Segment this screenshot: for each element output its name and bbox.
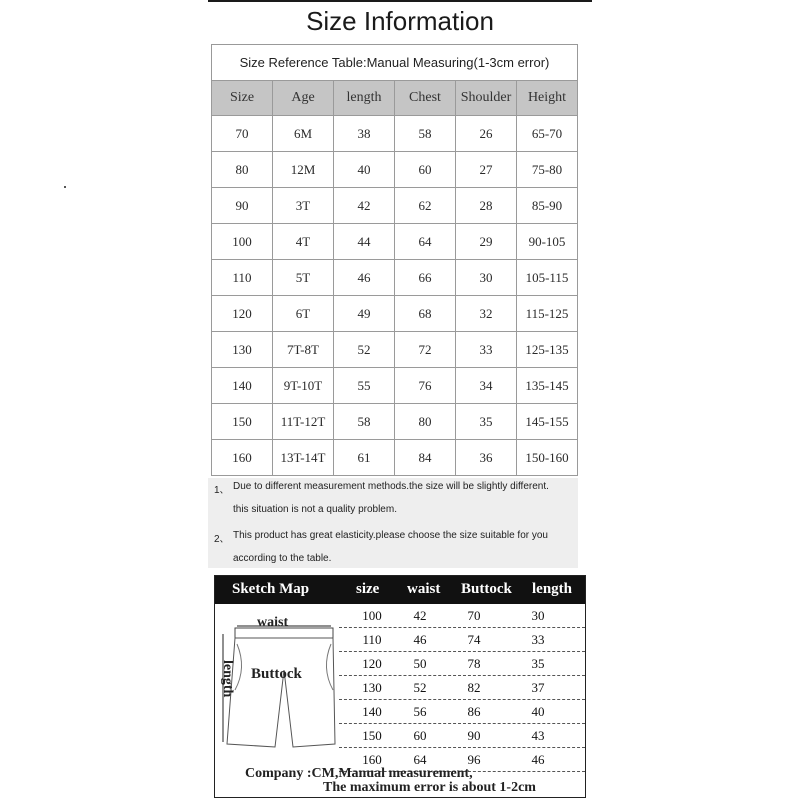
sketch-cell-size: 150 <box>362 728 382 743</box>
table-cell-length: 38 <box>334 116 395 152</box>
shorts-diagram <box>215 604 339 766</box>
sketch-cell-waist: 50 <box>413 656 427 671</box>
table-cell-length: 52 <box>334 332 395 368</box>
table-cell-length: 61 <box>334 440 395 476</box>
table-cell-chest: 84 <box>395 440 456 476</box>
right-pocket-line <box>326 644 333 690</box>
table-cell-age: 12M <box>273 152 334 188</box>
table-cell-length: 40 <box>334 152 395 188</box>
table-cell-age: 11T-12T <box>273 404 334 440</box>
table-row <box>212 404 578 440</box>
table-cell-height: 90-105 <box>517 224 578 260</box>
sketch-cell-length: 33 <box>531 632 545 647</box>
table-cell-size: 100 <box>212 224 273 260</box>
table-cell-chest: 76 <box>395 368 456 404</box>
sketch-cell-size: 140 <box>362 704 382 719</box>
sketch-cell-length: 46 <box>531 752 545 767</box>
table-row <box>212 188 578 224</box>
sketch-map-table <box>214 575 586 798</box>
table-row <box>212 224 578 260</box>
footer-line-2: The maximum error is about 1-2cm <box>323 780 536 795</box>
table-cell-chest: 72 <box>395 332 456 368</box>
table-row <box>212 296 578 332</box>
table-cell-height: 135-145 <box>517 368 578 404</box>
table-cell-size: 130 <box>212 332 273 368</box>
table-cell-length: 44 <box>334 224 395 260</box>
table-cell-chest: 64 <box>395 224 456 260</box>
table-row <box>212 368 578 404</box>
table-cell-height: 115-125 <box>517 296 578 332</box>
table-cell-length: 55 <box>334 368 395 404</box>
table-row <box>212 260 578 296</box>
sketch-cell-size: 100 <box>362 608 382 623</box>
shorts-sketch-icon <box>215 604 339 766</box>
table-cell-size: 150 <box>212 404 273 440</box>
size-reference-table <box>211 44 578 476</box>
table-header-row <box>212 81 578 116</box>
note-2-line-2: according to the table. <box>233 553 332 564</box>
table-cell-height: 85-90 <box>517 188 578 224</box>
table-cell-age: 13T-14T <box>273 440 334 476</box>
table-cell-age: 9T-10T <box>273 368 334 404</box>
sketch-cell-buttock: 70 <box>467 608 481 623</box>
header-height: Height <box>517 81 578 116</box>
table-cell-age: 6T <box>273 296 334 332</box>
table-cell-chest: 58 <box>395 116 456 152</box>
footer-line-1: Company :CM,Manual measurement, <box>245 766 473 781</box>
table-cell-chest: 66 <box>395 260 456 296</box>
table-cell-shoulder: 30 <box>456 260 517 296</box>
sketch-cell-waist: 52 <box>413 680 427 695</box>
sketch-header-map: Sketch Map <box>232 581 310 597</box>
table-cell-age: 4T <box>273 224 334 260</box>
note-1-line-1: Due to different measurement methods.the size will be slightly different. <box>233 481 549 492</box>
table-cell-height: 145-155 <box>517 404 578 440</box>
table-cell-shoulder: 35 <box>456 404 517 440</box>
sketch-cell-length: 37 <box>531 680 545 695</box>
sketch-footer <box>215 764 585 797</box>
table-cell-length: 42 <box>334 188 395 224</box>
length-label: length <box>220 660 235 698</box>
sketch-cell-waist: 60 <box>413 728 427 743</box>
table-cell-height: 65-70 <box>517 116 578 152</box>
note-2-number: 2、 <box>214 534 230 545</box>
size-table <box>211 80 578 476</box>
sketch-cell-buttock: 74 <box>467 632 481 647</box>
table-cell-size: 110 <box>212 260 273 296</box>
sketch-cell-length: 43 <box>531 728 545 743</box>
table-cell-age: 6M <box>273 116 334 152</box>
table-cell-length: 49 <box>334 296 395 332</box>
table-cell-shoulder: 36 <box>456 440 517 476</box>
sketch-row <box>339 652 585 676</box>
sketch-cell-length: 35 <box>531 656 545 671</box>
sketch-cell-length: 40 <box>531 704 545 719</box>
sketch-cell-size: 160 <box>362 752 382 767</box>
table-row <box>212 152 578 188</box>
table-cell-shoulder: 27 <box>456 152 517 188</box>
note-2-line-1: This product has great elasticity.please choose the size suitable for you <box>233 530 548 541</box>
table-cell-height: 125-135 <box>517 332 578 368</box>
table-cell-chest: 80 <box>395 404 456 440</box>
header-shoulder: Shoulder <box>456 81 517 116</box>
table-cell-size: 70 <box>212 116 273 152</box>
sketch-cell-length: 30 <box>531 608 545 623</box>
header-length: length <box>334 81 395 116</box>
table-cell-length: 46 <box>334 260 395 296</box>
sketch-rows <box>339 604 585 772</box>
table-cell-age: 5T <box>273 260 334 296</box>
table-cell-age: 3T <box>273 188 334 224</box>
sketch-header-buttock: Buttock <box>461 581 512 597</box>
buttock-label: Buttock <box>251 666 302 682</box>
sketch-cell-size: 110 <box>362 632 382 647</box>
page-title: Size Information <box>306 6 494 36</box>
table-cell-shoulder: 26 <box>456 116 517 152</box>
waist-label: waist <box>257 615 289 630</box>
sketch-row <box>339 604 585 628</box>
note-1-line-2: this situation is not a quality problem. <box>233 504 397 515</box>
table-cell-size: 160 <box>212 440 273 476</box>
table-cell-height: 150-160 <box>517 440 578 476</box>
table-cell-shoulder: 32 <box>456 296 517 332</box>
table-cell-height: 105-115 <box>517 260 578 296</box>
note-1-number: 1、 <box>214 485 230 496</box>
sketch-cell-size: 130 <box>362 680 382 695</box>
table-cell-length: 58 <box>334 404 395 440</box>
sketch-header <box>215 576 585 604</box>
table-cell-age: 7T-8T <box>273 332 334 368</box>
sketch-cell-size: 120 <box>362 656 382 671</box>
table-cell-shoulder: 33 <box>456 332 517 368</box>
stray-dot <box>64 186 66 188</box>
table-cell-chest: 68 <box>395 296 456 332</box>
header-age: Age <box>273 81 334 116</box>
table-cell-size: 140 <box>212 368 273 404</box>
shorts-outline <box>227 638 335 747</box>
table-row <box>212 116 578 152</box>
top-rule <box>208 0 592 2</box>
table-cell-shoulder: 28 <box>456 188 517 224</box>
notes-panel <box>208 478 578 568</box>
table-row <box>212 332 578 368</box>
table-row <box>212 440 578 476</box>
sketch-cell-buttock: 90 <box>467 728 481 743</box>
sketch-cell-buttock: 86 <box>467 704 481 719</box>
sketch-cell-buttock: 78 <box>467 656 481 671</box>
header-size: Size <box>212 81 273 116</box>
table-caption: Size Reference Table:Manual Measuring(1-3cm error) <box>211 44 578 80</box>
sketch-cell-buttock: 82 <box>467 680 481 695</box>
header-chest: Chest <box>395 81 456 116</box>
table-cell-shoulder: 34 <box>456 368 517 404</box>
table-cell-size: 120 <box>212 296 273 332</box>
sketch-row <box>339 724 585 748</box>
sketch-header-size: size <box>356 581 380 597</box>
sketch-cell-buttock: 96 <box>467 752 481 767</box>
table-cell-size: 90 <box>212 188 273 224</box>
sketch-cell-waist: 64 <box>413 752 427 767</box>
sketch-cell-waist: 46 <box>413 632 427 647</box>
sketch-cell-waist: 56 <box>413 704 427 719</box>
sketch-row <box>339 700 585 724</box>
table-cell-chest: 62 <box>395 188 456 224</box>
sketch-row <box>339 628 585 652</box>
table-cell-chest: 60 <box>395 152 456 188</box>
sketch-header-length: length <box>532 581 573 597</box>
sketch-cell-waist: 42 <box>413 608 427 623</box>
table-cell-shoulder: 29 <box>456 224 517 260</box>
sketch-header-waist: waist <box>407 581 441 597</box>
table-cell-height: 75-80 <box>517 152 578 188</box>
sketch-row <box>339 676 585 700</box>
table-cell-size: 80 <box>212 152 273 188</box>
